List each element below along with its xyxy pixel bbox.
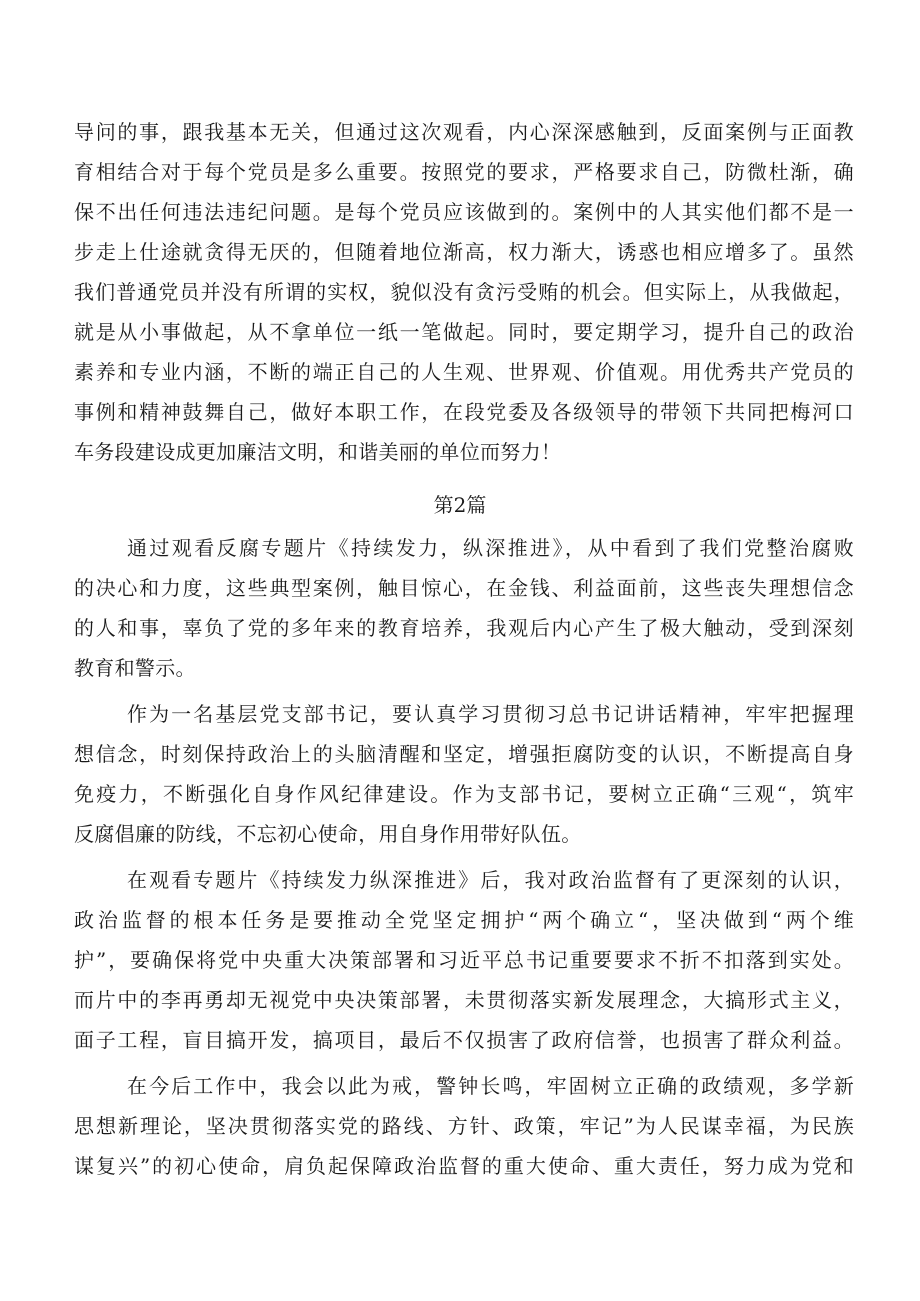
text-line: 的人和事，辜负了党的多年来的教育培养，我观后内心产生了极大触动，受到深刻 (74, 616, 854, 640)
text-line: 谋复兴”的初心使命，肩负起保障政治监督的重大使命、重大责任，努力成为党和 (74, 1154, 854, 1178)
text-line: 护”，要确保将党中央重大决策部署和习近平总书记重要要求不折不扣落到实处。 (74, 948, 854, 972)
text-line: 事例和精神鼓舞自己，做好本职工作，在段党委及各级领导的带领下共同把梅河口 (74, 400, 854, 424)
text-line: 在观看专题片《持续发力纵深推进》后，我对政治监督有了更深刻的认识， (127, 868, 854, 892)
text-line: 车务段建设成更加廉洁文明，和谐美丽的单位而努力！ (74, 440, 562, 464)
text-line: 导问的事，跟我基本无关，但通过这次观看，内心深深感触到，反面案例与正面教 (74, 120, 854, 144)
text-line: 面子工程，盲目搞开发，搞项目，最后不仅损害了政府信誉，也损害了群众利益。 (74, 1028, 854, 1052)
text-line: 反腐倡廉的防线，不忘初心使命，用自身作用带好队伍。 (74, 822, 582, 846)
text-line: 我们普通党员并没有所谓的实权，貌似没有贪污受贿的机会。但实际上，从我做起， (74, 280, 854, 304)
text-line: 想信念，时刻保持政治上的头脑清醒和坚定，增强拒腐防变的认识，不断提高自身 (74, 742, 854, 766)
text-line: 而片中的李再勇却无视党中央决策部署，未贯彻落实新发展理念，大搞形式主义， (74, 988, 854, 1012)
text-line: 步走上仕途就贪得无厌的，但随着地位渐高，权力渐大，诱惑也相应增多了。虽然 (74, 240, 854, 264)
text-line: 作为一名基层党支部书记，要认真学习贯彻习总书记讲话精神，牢牢把握理 (127, 702, 854, 726)
text-line: 育相结合对于每个党员是多么重要。按照党的要求，严格要求自己，防微杜渐，确 (74, 160, 854, 184)
text-line: 在今后工作中，我会以此为戒，警钟长鸣，牢固树立正确的政绩观，多学新 (127, 1074, 854, 1098)
text-line: 教育和警示。 (74, 656, 196, 680)
text-line: 的决心和力度，这些典型案例，触目惊心，在金钱、利益面前，这些丧失理想信念 (74, 576, 854, 600)
text-line: 通过观看反腐专题片《持续发力，纵深推进》，从中看到了我们党整治腐败 (127, 536, 854, 560)
text-line: 思想新理论，坚决贯彻落实党的路线、方针、政策，牢记”为人民谋幸福，为民族 (74, 1114, 854, 1138)
text-line: 政治监督的根本任务是要推动全党坚定拥护“两个确立“，坚决做到“两个维 (74, 908, 854, 932)
text-line: 免疫力，不断强化自身作风纪律建设。作为支部书记，要树立正确“三观“，筑牢 (74, 782, 854, 806)
section-heading: 第2篇 (433, 493, 487, 517)
text-line: 保不出任何违法违纪问题。是每个党员应该做到的。案例中的人其实他们都不是一 (74, 200, 854, 224)
text-line: 素养和专业内涵，不断的端正自己的人生观、世界观、价值观。用优秀共产党员的 (74, 360, 854, 384)
text-line: 就是从小事做起，从不拿单位一纸一笔做起。同时，要定期学习，提升自己的政治 (74, 320, 854, 344)
